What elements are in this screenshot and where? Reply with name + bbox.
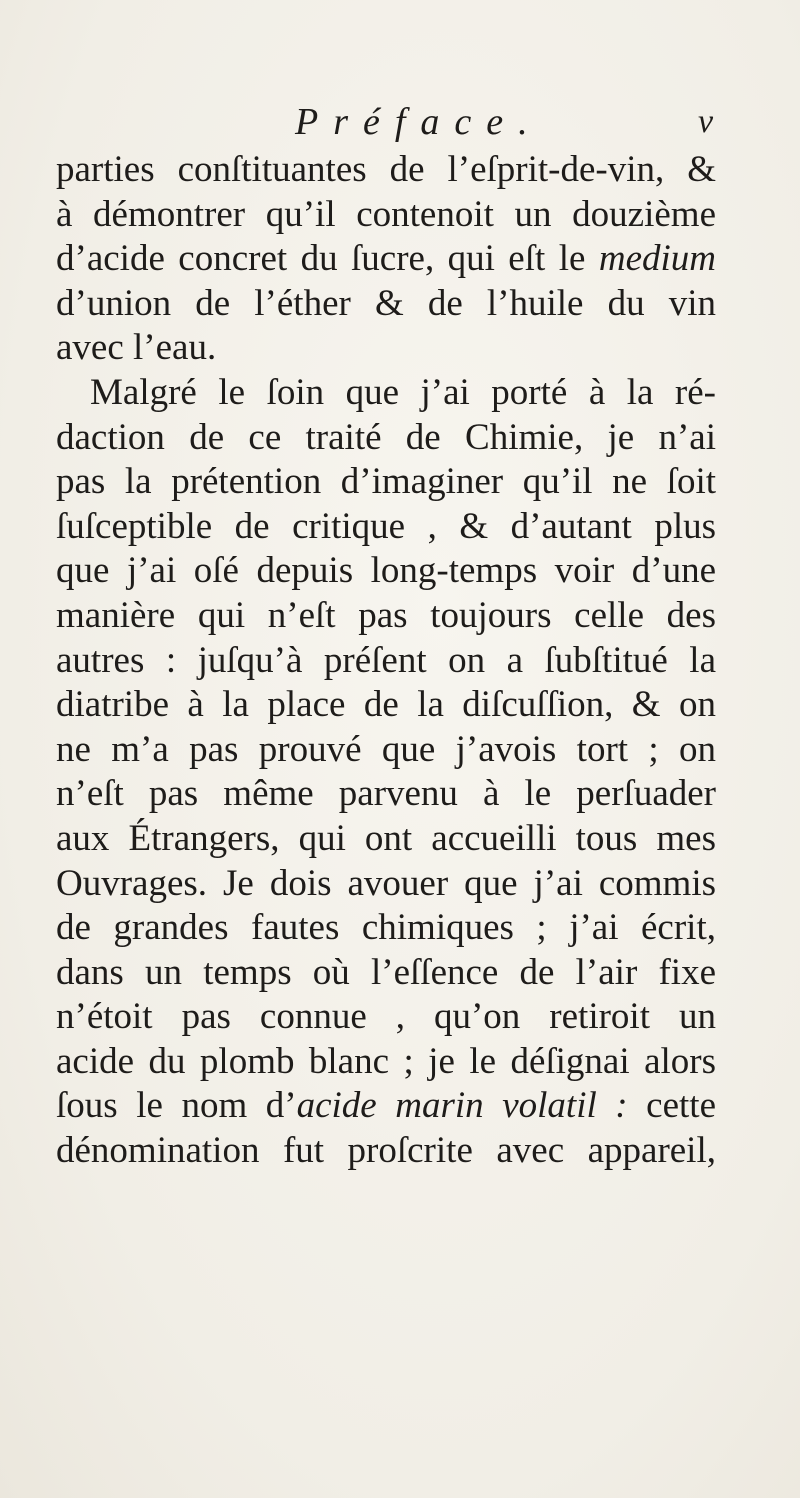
text-line: à démontrer qu’il contenoit un douzième bbox=[56, 193, 716, 235]
body-text bbox=[56, 148, 716, 1174]
text-line: aux Étrangers, qui ont accueilli tous mes bbox=[56, 817, 716, 859]
text-line: dans un temps où l’eſſence de l’air fixe bbox=[56, 951, 716, 993]
text-segment: d’acide concret du ſucre, qui eſt le bbox=[56, 238, 599, 280]
page-number: v bbox=[698, 103, 714, 140]
text-line: dénomination fut proſcrite avec appareil, bbox=[56, 1130, 716, 1172]
running-head bbox=[0, 92, 800, 152]
text-line: daction de ce traité de Chimie, je n’ai bbox=[56, 416, 716, 458]
text-segment: ſous le nom d’ bbox=[56, 1085, 297, 1127]
text-line: d’union de l’éther & de l’huile du vin bbox=[56, 282, 716, 324]
paragraph-start-line: Malgré le ſoin que j’ai porté à la ré- bbox=[90, 371, 716, 413]
text-line bbox=[56, 237, 716, 282]
text-line: manière qui n’eſt pas toujours celle des bbox=[56, 594, 716, 636]
text-line: autres : juſqu’à préſent on a ſubſtitué la bbox=[56, 639, 716, 681]
text-line: de grandes fautes chimiques ; j’ai écrit, bbox=[56, 907, 716, 949]
italic-term: acide marin volatil : bbox=[296, 1085, 628, 1127]
text-line: Ouvrages. Je dois avouer que j’ai commis bbox=[56, 862, 716, 904]
text-line: avec l’eau. bbox=[56, 327, 217, 369]
text-line: n’eſt pas même parvenu à le perſuader bbox=[56, 773, 716, 815]
text-line bbox=[56, 1084, 716, 1129]
text-line: ne m’a pas prouvé que j’avois tort ; on bbox=[56, 728, 716, 770]
text-line: ſuſceptible de critique , & d’autant plus bbox=[56, 505, 716, 547]
text-line: n’étoit pas connue , qu’on retiroit un bbox=[56, 996, 716, 1038]
text-line: pas la prétention d’imaginer qu’il ne ſoit bbox=[56, 461, 716, 503]
text-line: que j’ai oſé depuis long-temps voir d’une bbox=[56, 550, 716, 592]
italic-term: medium bbox=[598, 238, 716, 280]
running-title: Préface. bbox=[295, 101, 543, 143]
text-line: diatribe à la place de la diſcuſſion, & on bbox=[56, 684, 716, 726]
text-line: parties conſtituantes de l’eſprit-de-vin, & bbox=[56, 149, 716, 190]
text-segment: cette bbox=[627, 1085, 716, 1127]
text-line: acide du plomb blanc ; je le déſignai alors bbox=[56, 1040, 716, 1082]
